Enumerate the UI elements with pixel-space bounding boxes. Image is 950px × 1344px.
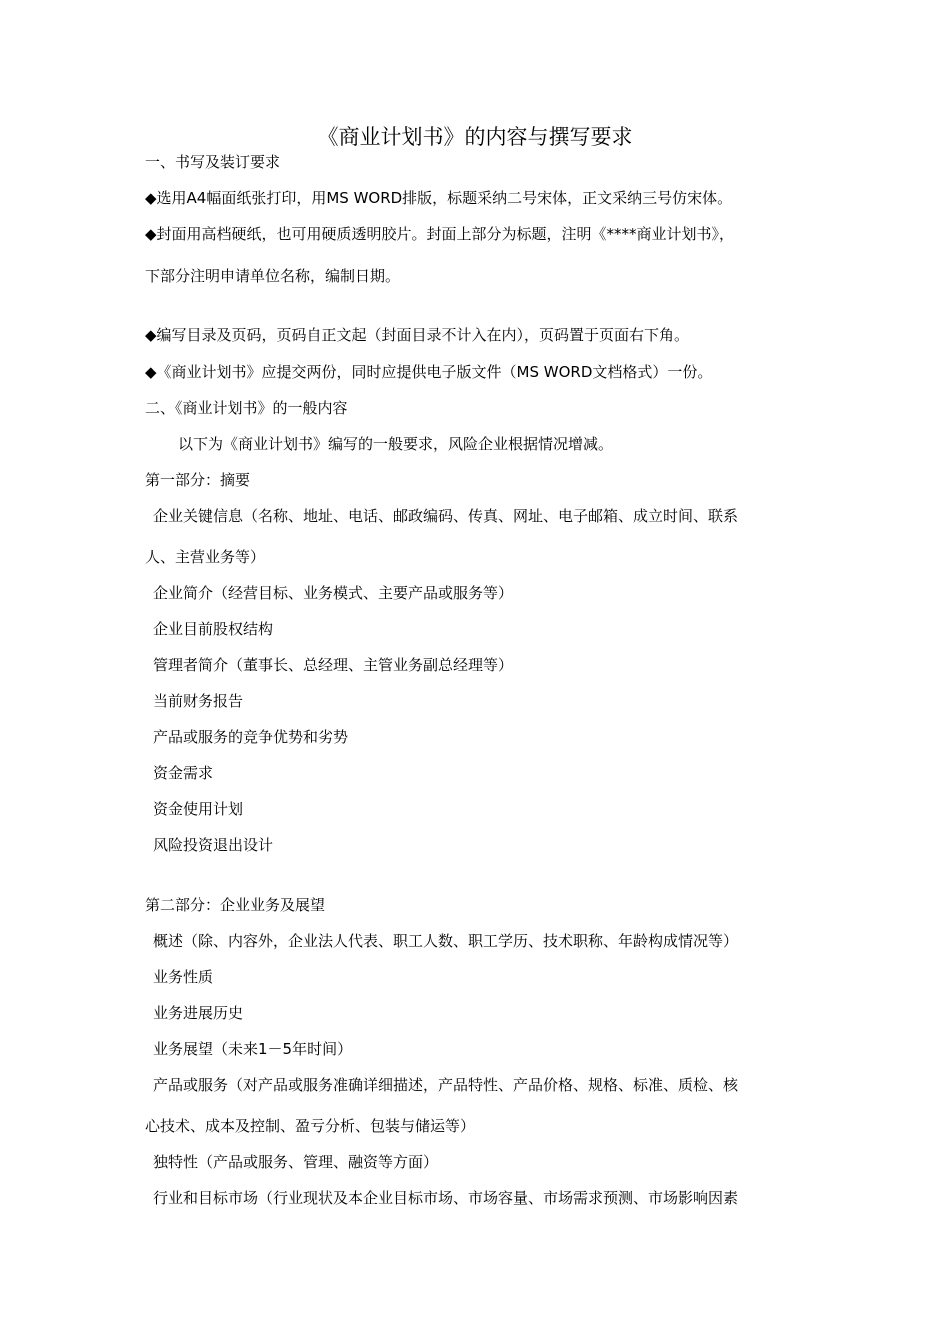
list-item-funding-needs: 资金需求 xyxy=(153,764,214,782)
bullet-cover: ◆封面用高档硬纸，也可用硬质透明胶片。封面上部分为标题，注明《****商业计划书》， xyxy=(145,225,735,243)
list-item-company-intro: 企业简介（经营目标、业务模式、主要产品或服务等） xyxy=(153,584,514,602)
section-heading-general-content: 二、《商业计划书》的一般内容 xyxy=(145,399,348,417)
list-item-key-info-continued: 人、主营业务等） xyxy=(145,548,266,566)
list-item-business-history: 业务进展历史 xyxy=(153,1004,244,1022)
list-item-business-nature: 业务性质 xyxy=(153,968,214,986)
list-item-industry-market: 行业和目标市场（行业现状及本企业目标市场、市场容量、市场需求预测、市场影响因素 xyxy=(153,1189,739,1207)
list-item-funding-plan: 资金使用计划 xyxy=(153,800,244,818)
intro-paragraph: 以下为《商业计划书》编写的一般要求，风险企业根据情况增减。 xyxy=(178,435,614,453)
list-item-key-info: 企业关键信息（名称、地址、电话、邮政编码、传真、网址、电子邮箱、成立时间、联系 xyxy=(153,507,739,525)
document-title: 《商业计划书》的内容与撰写要求 xyxy=(317,125,633,149)
bullet-cover-continued: 下部分注明申请单位名称，编制日期。 xyxy=(145,267,401,285)
list-item-uniqueness: 独特性（产品或服务、管理、融资等方面） xyxy=(153,1153,439,1171)
part-two-heading: 第二部分：企业业务及展望 xyxy=(145,896,326,914)
list-item-equity-structure: 企业目前股权结构 xyxy=(153,620,274,638)
part-one-heading: 第一部分：摘要 xyxy=(145,471,251,489)
bullet-toc-page-numbers: ◆编写目录及页码，页码自正文起（封面目录不计入在内），页码置于页面右下角。 xyxy=(145,326,690,344)
list-item-management-intro: 管理者简介（董事长、总经理、主管业务副总经理等） xyxy=(153,656,514,674)
list-item-overview: 概述（除、内容外，企业法人代表、职工人数、职工学历、技术职称、年龄构成情况等） xyxy=(153,932,739,950)
list-item-products-services-continued: 心技术、成本及控制、盈亏分析、包装与储运等） xyxy=(145,1117,476,1135)
list-item-financial-report: 当前财务报告 xyxy=(153,692,244,710)
list-item-products-services: 产品或服务（对产品或服务准确详细描述，产品特性、产品价格、规格、标准、质检、核 xyxy=(153,1076,739,1094)
list-item-competitive-advantage: 产品或服务的竞争优势和劣势 xyxy=(153,728,349,746)
bullet-submission-copies: ◆《商业计划书》应提交两份，同时应提供电子版文件（MS WORD文档格式）一份。 xyxy=(145,363,713,381)
section-heading-writing-binding: 一、书写及装订要求 xyxy=(145,153,281,171)
bullet-paper-format: ◆选用A4幅面纸张打印，用MS WORD排版，标题采纳二号宋体，正文采纳三号仿宋体。 xyxy=(145,189,733,207)
list-item-exit-design: 风险投资退出设计 xyxy=(153,836,274,854)
list-item-business-outlook: 业务展望（未来1－5年时间） xyxy=(153,1040,353,1058)
